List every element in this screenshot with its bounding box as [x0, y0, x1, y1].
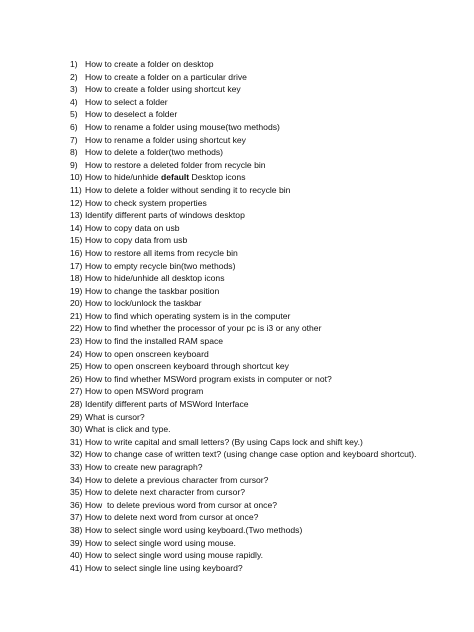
- item-text: How to empty recycle bin(two methods): [85, 260, 236, 271]
- item-text: How to delete previous word from cursor at once?: [85, 499, 278, 510]
- item-text: How to copy data from usb: [85, 235, 188, 246]
- item-text: How to delete a folder without sending it to recycle bin: [85, 184, 291, 195]
- item-number: 39): [70, 537, 83, 548]
- list-item: [70, 209, 460, 222]
- item-text: How to check system properties: [85, 197, 207, 208]
- item-text: How to find the installed RAM space: [85, 336, 224, 347]
- item-number: 1): [70, 59, 78, 69]
- item-number: 12): [70, 197, 83, 208]
- item-text: How to create a folder on a particular drive: [85, 71, 247, 82]
- list-item: [70, 448, 460, 461]
- list-item: [70, 108, 460, 121]
- item-number: 17): [70, 260, 83, 271]
- item-number: 4): [70, 96, 78, 107]
- item-text: How to select a folder: [85, 96, 168, 107]
- list-item: [70, 197, 460, 210]
- list-item: [70, 486, 460, 499]
- item-text: Desktop icons: [189, 172, 246, 183]
- item-text: How to find which operating system is in the computer: [85, 310, 291, 321]
- item-number: 34): [70, 474, 83, 485]
- item-text: How to open MSWord program: [85, 386, 204, 397]
- item-text: How to create a folder on desktop: [85, 59, 214, 69]
- list-item: [70, 171, 460, 184]
- item-number: 32): [70, 449, 83, 460]
- list-item: [70, 134, 460, 147]
- list-item: [70, 71, 460, 84]
- item-text: How to delete next word from cursor at once?: [85, 512, 259, 523]
- item-text: Identify different parts of MSWord Interface: [85, 399, 249, 410]
- list-item: [70, 83, 460, 96]
- list-item: [70, 549, 460, 562]
- item-number: 35): [70, 487, 83, 498]
- item-text: How to write capital and small letters? (By using Caps lock and shift key.): [85, 436, 363, 447]
- item-number: 41): [70, 562, 83, 573]
- list-item: [70, 524, 460, 537]
- item-text-bold: default: [160, 172, 190, 183]
- item-text: Identify different parts of windows desktop: [85, 210, 245, 221]
- item-number: 29): [70, 411, 83, 422]
- item-number: 15): [70, 235, 83, 246]
- item-number: 27): [70, 386, 83, 397]
- list-item: [70, 423, 460, 436]
- item-number: 10): [70, 172, 83, 183]
- item-number: 28): [70, 399, 83, 410]
- list-item: [70, 562, 460, 575]
- list-item: [70, 58, 460, 71]
- item-number: 20): [70, 298, 83, 309]
- item-number: 13): [70, 210, 83, 221]
- list-item: [70, 411, 460, 424]
- item-text: How to select single word using keyboard.(Two methods): [85, 524, 303, 535]
- list-item: [70, 373, 460, 386]
- item-text: How to delete a previous character from cursor?: [85, 474, 269, 485]
- item-text: How to rename a folder using shortcut key: [85, 134, 246, 145]
- item-number: 40): [70, 550, 83, 561]
- item-number: 6): [70, 121, 78, 132]
- item-number: 31): [70, 436, 83, 447]
- item-text: How to find whether MSWord program exists in computer or not?: [85, 373, 332, 384]
- list-item: [70, 511, 460, 524]
- item-text: How to hide/unhide: [85, 172, 161, 183]
- item-text: How to change case of written text? (using change case option and keyboard shortcut).: [85, 449, 417, 460]
- list-item: [70, 398, 460, 411]
- list-item: [70, 285, 460, 298]
- item-text: What is click and type.: [85, 424, 171, 435]
- item-number: 38): [70, 524, 83, 535]
- item-number: 2): [70, 71, 78, 82]
- list-item: [70, 96, 460, 109]
- item-text: How to open onscreen keyboard through shortcut key: [85, 361, 289, 372]
- list-item: [70, 297, 460, 310]
- list-item: [70, 272, 460, 285]
- item-number: 16): [70, 247, 83, 258]
- item-text: What is cursor?: [85, 411, 145, 422]
- item-number: 18): [70, 273, 83, 284]
- list-item: [70, 499, 460, 512]
- item-number: 21): [70, 310, 83, 321]
- list-item: [70, 335, 460, 348]
- list-item: [70, 436, 460, 449]
- item-text: How to deselect a folder: [85, 109, 178, 120]
- item-number: 9): [70, 159, 78, 170]
- item-text: How to delete a folder(two methods): [85, 147, 224, 158]
- item-text: How to hide/unhide all desktop icons: [85, 273, 225, 284]
- list-item: [70, 461, 460, 474]
- list-item: [70, 322, 460, 335]
- item-number: 23): [70, 336, 83, 347]
- item-text: How to copy data on usb: [85, 222, 180, 233]
- list-item: [70, 222, 460, 235]
- item-number: 14): [70, 222, 83, 233]
- item-number: 33): [70, 462, 83, 472]
- item-text: How to restore a deleted folder from recycle bin: [85, 159, 266, 170]
- list-item: [70, 348, 460, 361]
- list-item: [70, 234, 460, 247]
- list-item: [70, 260, 460, 273]
- item-number: 5): [70, 109, 78, 120]
- item-text: How to delete next character from cursor?: [85, 487, 246, 498]
- item-number: 19): [70, 285, 83, 296]
- item-text: How to select single word using mouse.: [85, 537, 236, 548]
- list-item: [70, 159, 460, 172]
- item-number: 24): [70, 348, 83, 359]
- item-text: How to lock/unlock the taskbar: [85, 298, 202, 309]
- item-text: How to select single word using mouse rapidly.: [85, 550, 264, 561]
- list-item: [70, 184, 460, 197]
- list-item: [70, 537, 460, 550]
- item-number: 36): [70, 499, 83, 510]
- item-text: How to open onscreen keyboard: [85, 348, 209, 359]
- item-text: How to select single line using keyboard?: [85, 562, 243, 573]
- item-text: How to find whether the processor of your pc is i3 or any other: [85, 323, 322, 334]
- item-number: 37): [70, 512, 83, 523]
- item-text: How to restore all items from recycle bin: [85, 247, 238, 258]
- item-text: How to change the taskbar position: [85, 285, 220, 296]
- item-number: 22): [70, 323, 83, 334]
- item-number: 7): [70, 134, 78, 145]
- list-item: [70, 146, 460, 159]
- item-number: 8): [70, 147, 78, 158]
- list-item: [70, 385, 460, 398]
- question-list: [70, 58, 460, 574]
- item-number: 3): [70, 84, 78, 95]
- item-text: How to rename a folder using mouse(two methods): [85, 121, 280, 132]
- list-item: [70, 247, 460, 260]
- item-number: 30): [70, 424, 83, 435]
- list-item: [70, 360, 460, 373]
- list-item: [70, 310, 460, 323]
- list-item: [70, 121, 460, 134]
- item-number: 26): [70, 373, 83, 384]
- item-text: How to create a folder using shortcut key: [85, 84, 241, 95]
- item-number: 25): [70, 361, 83, 372]
- list-item: [70, 474, 460, 487]
- item-text: How to create new paragraph?: [85, 462, 203, 472]
- item-number: 11): [70, 184, 82, 195]
